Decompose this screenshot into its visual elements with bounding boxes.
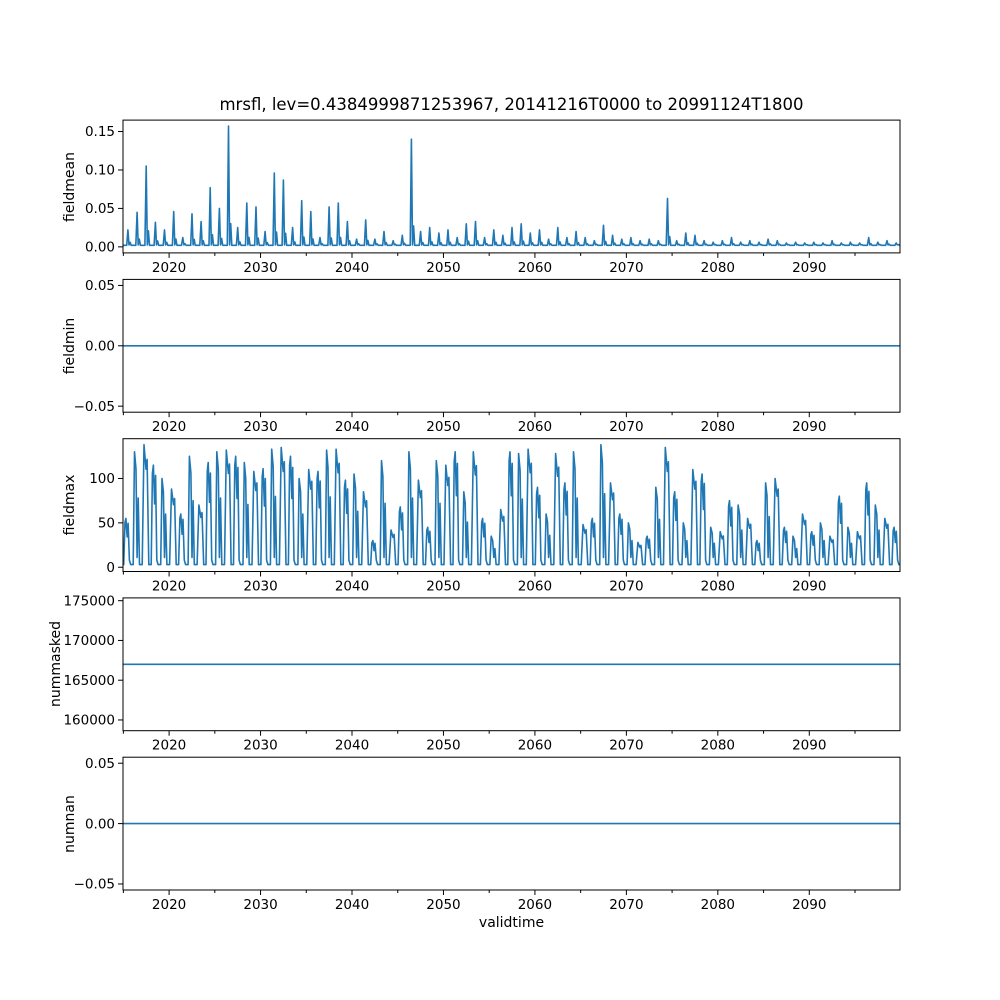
x-tick-label: 2070 [609, 419, 644, 436]
x-tick-label: 2080 [700, 259, 736, 276]
x-tick-label: 2080 [700, 578, 736, 595]
subplot-numnan [74, 756, 900, 913]
x-tick-label: 2060 [517, 897, 553, 913]
x-tick-label: 2040 [334, 259, 370, 276]
y-tick-label: 175000 [63, 593, 115, 610]
x-tick-label: 2050 [426, 578, 461, 595]
y-tick-label: 0.05 [84, 755, 115, 772]
x-tick-label: 2090 [792, 737, 827, 754]
y-tick-label: 50 [97, 515, 115, 532]
x-tick-label: 2030 [243, 897, 278, 913]
subplot-fieldmin [74, 278, 900, 435]
x-tick-label: 2060 [517, 419, 553, 436]
x-tick-label: 2020 [151, 578, 187, 595]
x-tick-label: 2080 [700, 737, 736, 754]
ylabel-fieldmean: fieldmean [62, 152, 78, 222]
y-tick-label: 0.05 [84, 278, 115, 295]
x-tick-label: 2020 [151, 897, 187, 913]
x-tick-label: 2050 [426, 259, 461, 276]
x-tick-label: 2040 [334, 578, 370, 595]
subplot-fieldmean [85, 120, 900, 276]
x-tick-label: 2090 [792, 578, 827, 595]
x-tick-label: 2060 [517, 737, 553, 754]
y-tick-label: 0 [106, 559, 115, 576]
x-tick-label: 2090 [792, 897, 827, 913]
x-tick-label: 2030 [243, 737, 278, 754]
x-tick-label: 2020 [151, 737, 187, 754]
x-tick-label: 2090 [792, 259, 827, 276]
ylabel-fieldmin: fieldmin [62, 317, 78, 375]
x-tick-label: 2060 [517, 578, 553, 595]
y-tick-label: −0.05 [73, 398, 115, 415]
y-tick-label: 165000 [63, 672, 115, 689]
x-tick-label: 2020 [151, 419, 187, 436]
figure-title: mrsfl, lev=0.4384999871253967, 20141216T0000 to 20991124T1800 [219, 95, 804, 114]
x-tick-label: 2040 [334, 419, 370, 436]
y-tick-label: 0.10 [84, 162, 115, 179]
ylabel-numnan: numnan [62, 795, 78, 853]
series-line-fieldmean [124, 126, 900, 245]
y-tick-label: 170000 [63, 633, 115, 650]
x-tick-label: 2040 [334, 737, 370, 754]
y-tick-label: 0.00 [84, 338, 115, 355]
x-tick-label: 2070 [609, 578, 644, 595]
x-tick-label: 2070 [609, 737, 644, 754]
x-tick-label: 2090 [792, 419, 827, 436]
x-tick-label: 2050 [426, 737, 461, 754]
x-tick-label: 2030 [243, 259, 278, 276]
ylabel-nummasked: nummasked [48, 620, 64, 708]
x-tick-label: 2050 [426, 897, 461, 913]
x-tick-label: 2060 [517, 259, 553, 276]
y-tick-label: 0.05 [84, 201, 115, 218]
x-tick-label: 2020 [151, 259, 187, 276]
y-tick-label: 0.15 [84, 124, 115, 141]
x-tick-label: 2080 [700, 897, 736, 913]
subplot-nummasked [63, 593, 900, 753]
y-tick-label: 0.00 [84, 239, 115, 256]
subplot-fieldmax [89, 439, 900, 595]
y-tick-label: 100 [89, 471, 115, 488]
y-tick-label: 0.00 [84, 816, 115, 833]
y-tick-label: 160000 [63, 712, 115, 729]
x-tick-label: 2040 [334, 897, 370, 913]
x-tick-label: 2070 [609, 897, 644, 913]
x-tick-label: 2050 [426, 419, 461, 436]
x-tick-label: 2070 [609, 259, 644, 276]
xlabel-validtime: validtime [478, 915, 545, 931]
x-tick-label: 2080 [700, 419, 736, 436]
y-tick-label: −0.05 [73, 876, 115, 893]
ylabel-fieldmax: fieldmax [62, 474, 78, 536]
series-line-fieldmax [124, 445, 899, 565]
x-tick-label: 2030 [243, 419, 278, 436]
x-tick-label: 2030 [243, 578, 278, 595]
